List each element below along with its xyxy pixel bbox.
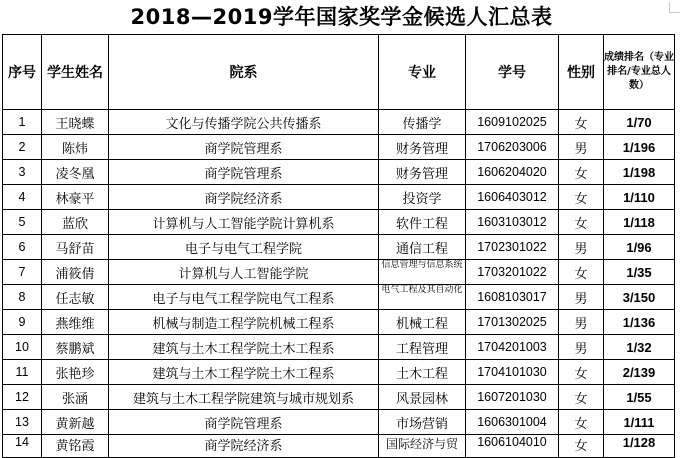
cell-index: 1	[3, 110, 42, 135]
candidates-table	[2, 34, 675, 458]
cell-gender: 男	[559, 310, 604, 335]
cell-gender: 女	[559, 110, 604, 135]
cell-index: 9	[3, 310, 42, 335]
cell-gender: 女	[559, 185, 604, 210]
cell-name: 蔡鹏斌	[42, 335, 109, 360]
cell-name: 张涵	[42, 385, 109, 410]
cell-gender: 男	[559, 285, 604, 310]
cell-college: 计算机与人工智能学院	[109, 260, 379, 285]
cell-name: 浦筱倩	[42, 260, 109, 285]
header-name: 学生姓名	[42, 35, 109, 110]
table-row	[3, 185, 675, 210]
header-student-id: 学号	[466, 35, 559, 110]
cell-rank: 1/110	[604, 185, 675, 210]
cell-rank: 1/35	[604, 260, 675, 285]
cell-major: 机械工程	[379, 310, 466, 335]
cell-student-id: 1706203006	[466, 135, 559, 160]
table-row	[3, 410, 675, 435]
cell-major: 工程管理	[379, 335, 466, 360]
cell-gender: 男	[559, 235, 604, 260]
cell-index: 6	[3, 235, 42, 260]
cell-major: 投资学	[379, 185, 466, 210]
cell-rank: 1/32	[604, 335, 675, 360]
header-gender: 性别	[559, 35, 604, 110]
cell-college: 建筑与土木工程学院土木工程系	[109, 335, 379, 360]
table-body	[3, 110, 675, 458]
cell-major: 市场营销	[379, 410, 466, 435]
cell-name: 燕维维	[42, 310, 109, 335]
header-index: 序号	[3, 35, 42, 110]
table-row	[3, 360, 675, 385]
cell-rank: 1/96	[604, 235, 675, 260]
header-rank: 成绩排名（专业排名/专业总人数）	[604, 35, 675, 110]
header-college: 院系	[109, 35, 379, 110]
table-row	[3, 310, 675, 335]
cell-index: 2	[3, 135, 42, 160]
cell-college: 机械与制造工程学院机械工程系	[109, 310, 379, 335]
cell-gender: 男	[559, 135, 604, 160]
cell-major: 信息管理与信息系统	[379, 260, 466, 285]
cell-name: 任志敏	[42, 285, 109, 310]
table-row	[3, 335, 675, 360]
cell-gender: 女	[559, 160, 604, 185]
cell-gender: 女	[559, 210, 604, 235]
cell-rank: 1/128	[604, 435, 675, 458]
cell-major: 软件工程	[379, 210, 466, 235]
cell-index: 10	[3, 335, 42, 360]
cell-name: 张艳珍	[42, 360, 109, 385]
cell-gender: 女	[559, 260, 604, 285]
cell-student-id: 1607201030	[466, 385, 559, 410]
cell-major: 国际经济与贸	[379, 435, 466, 458]
cell-student-id: 1703201022	[466, 260, 559, 285]
cell-gender: 女	[559, 410, 604, 435]
cell-college: 商学院经济系	[109, 185, 379, 210]
cell-name: 蓝欣	[42, 210, 109, 235]
cell-index: 13	[3, 410, 42, 435]
cell-rank: 1/196	[604, 135, 675, 160]
cell-index: 14	[3, 435, 42, 458]
table-row	[3, 135, 675, 160]
cell-student-id: 1704201003	[466, 335, 559, 360]
cell-name: 黄新越	[42, 410, 109, 435]
cell-gender: 男	[559, 335, 604, 360]
cell-name: 陈炜	[42, 135, 109, 160]
cell-rank: 3/150	[604, 285, 675, 310]
cell-college: 建筑与土木工程学院土木工程系	[109, 360, 379, 385]
cell-rank: 2/139	[604, 360, 675, 385]
cell-student-id: 1606403012	[466, 185, 559, 210]
cell-college: 商学院管理系	[109, 160, 379, 185]
cell-major: 电气工程及其自动化	[379, 285, 466, 310]
table-row	[3, 385, 675, 410]
cell-college: 电子与电气工程学院电气工程系	[109, 285, 379, 310]
table-row	[3, 285, 675, 310]
cell-index: 3	[3, 160, 42, 185]
cell-college: 商学院管理系	[109, 135, 379, 160]
cell-student-id: 1702301022	[466, 235, 559, 260]
cell-rank: 1/118	[604, 210, 675, 235]
cell-gender: 女	[559, 385, 604, 410]
cell-college: 建筑与土木工程学院建筑与城市规划系	[109, 385, 379, 410]
table-row	[3, 435, 675, 458]
cell-major: 财务管理	[379, 160, 466, 185]
cell-index: 11	[3, 360, 42, 385]
cell-rank: 1/70	[604, 110, 675, 135]
sheet-corner-mark	[669, 2, 680, 13]
cell-rank: 1/136	[604, 310, 675, 335]
cell-major: 风景园林	[379, 385, 466, 410]
page-title: 2018—2019学年国家奖学金候选人汇总表	[130, 5, 553, 29]
cell-rank: 1/111	[604, 410, 675, 435]
cell-index: 5	[3, 210, 42, 235]
cell-major: 传播学	[379, 110, 466, 135]
cell-name: 凌冬凰	[42, 160, 109, 185]
cell-name: 王晓蝶	[42, 110, 109, 135]
cell-student-id: 1606104010	[466, 435, 559, 458]
cell-student-id: 1606301004	[466, 410, 559, 435]
table-row	[3, 210, 675, 235]
cell-index: 7	[3, 260, 42, 285]
table-row	[3, 235, 675, 260]
cell-major: 土木工程	[379, 360, 466, 385]
header-major: 专业	[379, 35, 466, 110]
cell-rank: 1/55	[604, 385, 675, 410]
cell-name: 马舒苗	[42, 235, 109, 260]
cell-student-id: 1603103012	[466, 210, 559, 235]
cell-major: 通信工程	[379, 235, 466, 260]
cell-index: 8	[3, 285, 42, 310]
cell-index: 4	[3, 185, 42, 210]
header-row	[3, 35, 675, 110]
cell-index: 12	[3, 385, 42, 410]
cell-gender: 女	[559, 435, 604, 458]
cell-college: 商学院管理系	[109, 410, 379, 435]
table-row	[3, 110, 675, 135]
table-row	[3, 160, 675, 185]
cell-rank: 1/198	[604, 160, 675, 185]
cell-student-id: 1606204020	[466, 160, 559, 185]
cell-college: 电子与电气工程学院	[109, 235, 379, 260]
cell-student-id: 1704101030	[466, 360, 559, 385]
cell-gender: 女	[559, 360, 604, 385]
cell-college: 计算机与人工智能学院计算机系	[109, 210, 379, 235]
cell-student-id: 1609102025	[466, 110, 559, 135]
cell-student-id: 1608103017	[466, 285, 559, 310]
cell-student-id: 1701302025	[466, 310, 559, 335]
cell-name: 林豪平	[42, 185, 109, 210]
cell-name: 黄铭霞	[42, 435, 109, 458]
cell-college: 文化与传播学院公共传播系	[109, 110, 379, 135]
table-row	[3, 260, 675, 285]
cell-college: 商学院经济系	[109, 435, 379, 458]
cell-major: 财务管理	[379, 135, 466, 160]
